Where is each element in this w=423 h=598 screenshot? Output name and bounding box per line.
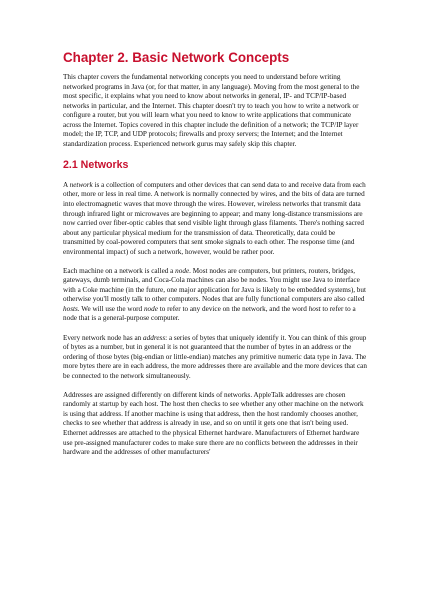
section-title: 2.1 Networks bbox=[63, 158, 129, 171]
term-node: node bbox=[143, 304, 158, 313]
chapter-intro-paragraph: This chapter covers the fundamental networking concepts you need to understand before writing networked programs in Java (or, for that matter, in any language). Moving from the most general to the most specific, it explains what you need to know about networks in general, IP- and TCP/IP-based networks in particular, and the Internet. This chapter doesn't try to teach you how to write a network or configure a router, but you will learn what you need to know to write applications that communicate across the Internet. Topics covered in this chapter include the definition of a network; the TCP/IP layer model; the IP, TCP, and UDP protocols; firewalls and proxy servers; the Internet; and the Internet standardization process. Experienced network gurus may safely skip this chapter. bbox=[63, 73, 360, 148]
text-run: . Most nodes are computers, but printers, routers, bridges, gateways, dumb terminals, and Coca-Cola machines can also be nodes. You might use Java to interface with a Coke machine (in the future, one major application for Java is likely to be embedded systems), but otherwise you'll mostly talk to other computers. Nodes that are fully functional computers are also called bbox=[63, 266, 366, 304]
term-host: host bbox=[308, 304, 321, 313]
chapter-title: Chapter 2. Basic Network Concepts bbox=[63, 50, 290, 65]
text-run: : a series of bytes that uniquely identify it. You can think of this group of bytes as a number, but in general it is not guaranteed that the number of bytes in an address or the ordering of those bytes (big-endian or little-endian) matches any primitive numeric data type in Java. The more bytes there are in each address, the more addresses there are available and the more devices that can be connected to the network simultaneously. bbox=[63, 333, 367, 380]
text-run: Each machine on a network is called a bbox=[63, 266, 176, 275]
address-paragraph bbox=[63, 334, 367, 382]
text-run: to refer to any device on the network, and the word bbox=[157, 304, 309, 313]
term-node: node bbox=[175, 266, 190, 275]
text-run: . We will use the word bbox=[77, 304, 144, 313]
text-run: to refer to a node that is a general-purpose computer. bbox=[63, 304, 356, 323]
term-network: network bbox=[69, 180, 93, 189]
address-assignment-paragraph: Addresses are assigned differently on different kinds of networks. AppleTalk addresses are chosen randomly at startup by each host. The host then checks to see whether any other machine on the network is using that address. If another machine is using that address, then the host randomly chooses another, checks to see whether that address is already in use, and so on until it gets one that isn't being used. Ethernet addresses are attached to the physical Ethernet hardware. Manufacturers of Ethernet hardware use pre-assigned manufacturer codes to make sure there are no conflicts between the addresses in their hardware and the addresses of other manufacturers' bbox=[63, 390, 364, 457]
text-run: Every network node has an bbox=[63, 333, 144, 342]
text-run: A bbox=[63, 180, 70, 189]
term-hosts: hosts bbox=[63, 304, 78, 313]
nodes-paragraph bbox=[63, 267, 367, 324]
text-run: is a collection of computers and other devices that can send data to and receive data from each other, more or less in real time. A network is normally connected by wires, and the bits of data are turned into electromagnetic waves that move through the wires. However, wireless networks that transmit data through infrared light or microwaves are beginning to appear; and many long-distance transmissions are now carried over fiber-optic cables that send visible light through glass filaments. There's nothing sacred about any particular physical medium for the transmission of data. Theoretically, data could be transmitted by coal-powered computers that sent smoke signals to each other. The response time (and environmental impact) of such a network, however, would be rather poor. bbox=[63, 180, 366, 256]
networks-paragraph bbox=[63, 181, 367, 257]
term-address: address bbox=[143, 333, 166, 342]
document-page bbox=[63, 50, 367, 458]
